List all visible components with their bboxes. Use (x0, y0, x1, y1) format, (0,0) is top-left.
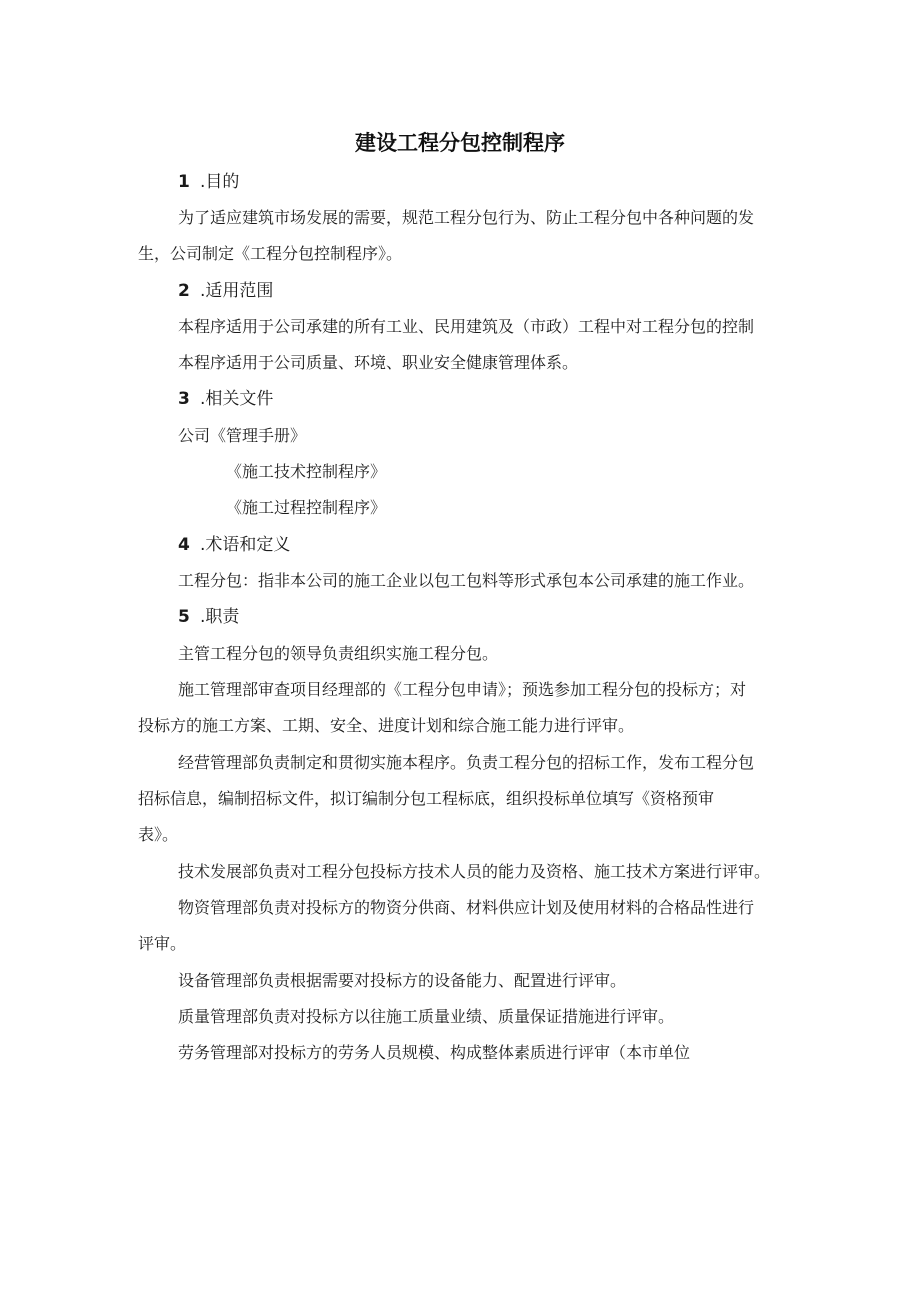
paragraph-line: 《施工技术控制程序》 (226, 462, 387, 481)
section-number: 3 (178, 389, 190, 409)
paragraph-line: 评审。 (138, 934, 187, 953)
paragraph-line: 设备管理部负责根据需要对投标方的设备能力、配置进行评审。 (178, 971, 627, 990)
paragraph-line: 投标方的施工方案、工期、安全、进度计划和综合施工能力进行评审。 (138, 716, 635, 735)
section-heading-2 (178, 280, 273, 302)
section-heading-4 (178, 534, 290, 556)
section-number: 5 (178, 607, 190, 627)
section-heading-1 (178, 171, 239, 193)
paragraph-line: 本程序适用于公司质量、环境、职业安全健康管理体系。 (178, 353, 579, 372)
section-title: .术语和定义 (200, 535, 291, 555)
section-heading-3 (178, 388, 273, 410)
section-number: 2 (178, 281, 190, 301)
paragraph-line: 经营管理部负责制定和贯彻实施本程序。负责工程分包的招标工作，发布工程分包 (178, 753, 755, 772)
document-title: 建设工程分包控制程序 (355, 131, 565, 155)
paragraph-line: 本程序适用于公司承建的所有工业、民用建筑及（市政）工程中对工程分包的控制 (178, 317, 755, 336)
section-title: .适用范围 (200, 281, 274, 301)
section-title: .相关文件 (200, 389, 274, 409)
section-heading-5 (178, 606, 239, 628)
paragraph-line: 生，公司制定《工程分包控制程序》。 (138, 244, 403, 263)
paragraph-line: 物资管理部负责对投标方的物资分供商、材料供应计划及使用材料的合格品性进行 (178, 898, 755, 917)
paragraph-line: 为了适应建筑市场发展的需要，规范工程分包行为、防止工程分包中各种问题的发 (178, 208, 755, 227)
paragraph-line: 主管工程分包的领导负责组织实施工程分包。 (178, 644, 499, 663)
section-title: .职责 (200, 607, 240, 627)
section-number: 1 (178, 172, 190, 192)
paragraph-line: 劳务管理部对投标方的劳务人员规模、构成整体素质进行评审（本市单位 (178, 1043, 691, 1062)
section-title: .目的 (200, 172, 240, 192)
section-number: 4 (178, 535, 190, 555)
paragraph-line: 招标信息，编制招标文件，拟订编制分包工程标底，组织投标单位填写《资格预审 (138, 789, 715, 808)
paragraph-line: 表》。 (138, 825, 179, 844)
paragraph-line: 施工管理部审查项目经理部的《工程分包申请》；预选参加工程分包的投标方；对 (178, 680, 747, 699)
paragraph-line: 公司《管理手册》 (178, 426, 307, 445)
paragraph-line: 《施工过程控制程序》 (226, 498, 387, 517)
paragraph-line: 工程分包：指非本公司的施工企业以包工包料等形式承包本公司承建的施工作业。 (178, 571, 755, 590)
paragraph-line: 质量管理部负责对投标方以往施工质量业绩、质量保证措施进行评审。 (178, 1007, 675, 1026)
paragraph-line: 技术发展部负责对工程分包投标方技术人员的能力及资格、施工技术方案进行评审。 (178, 862, 771, 881)
